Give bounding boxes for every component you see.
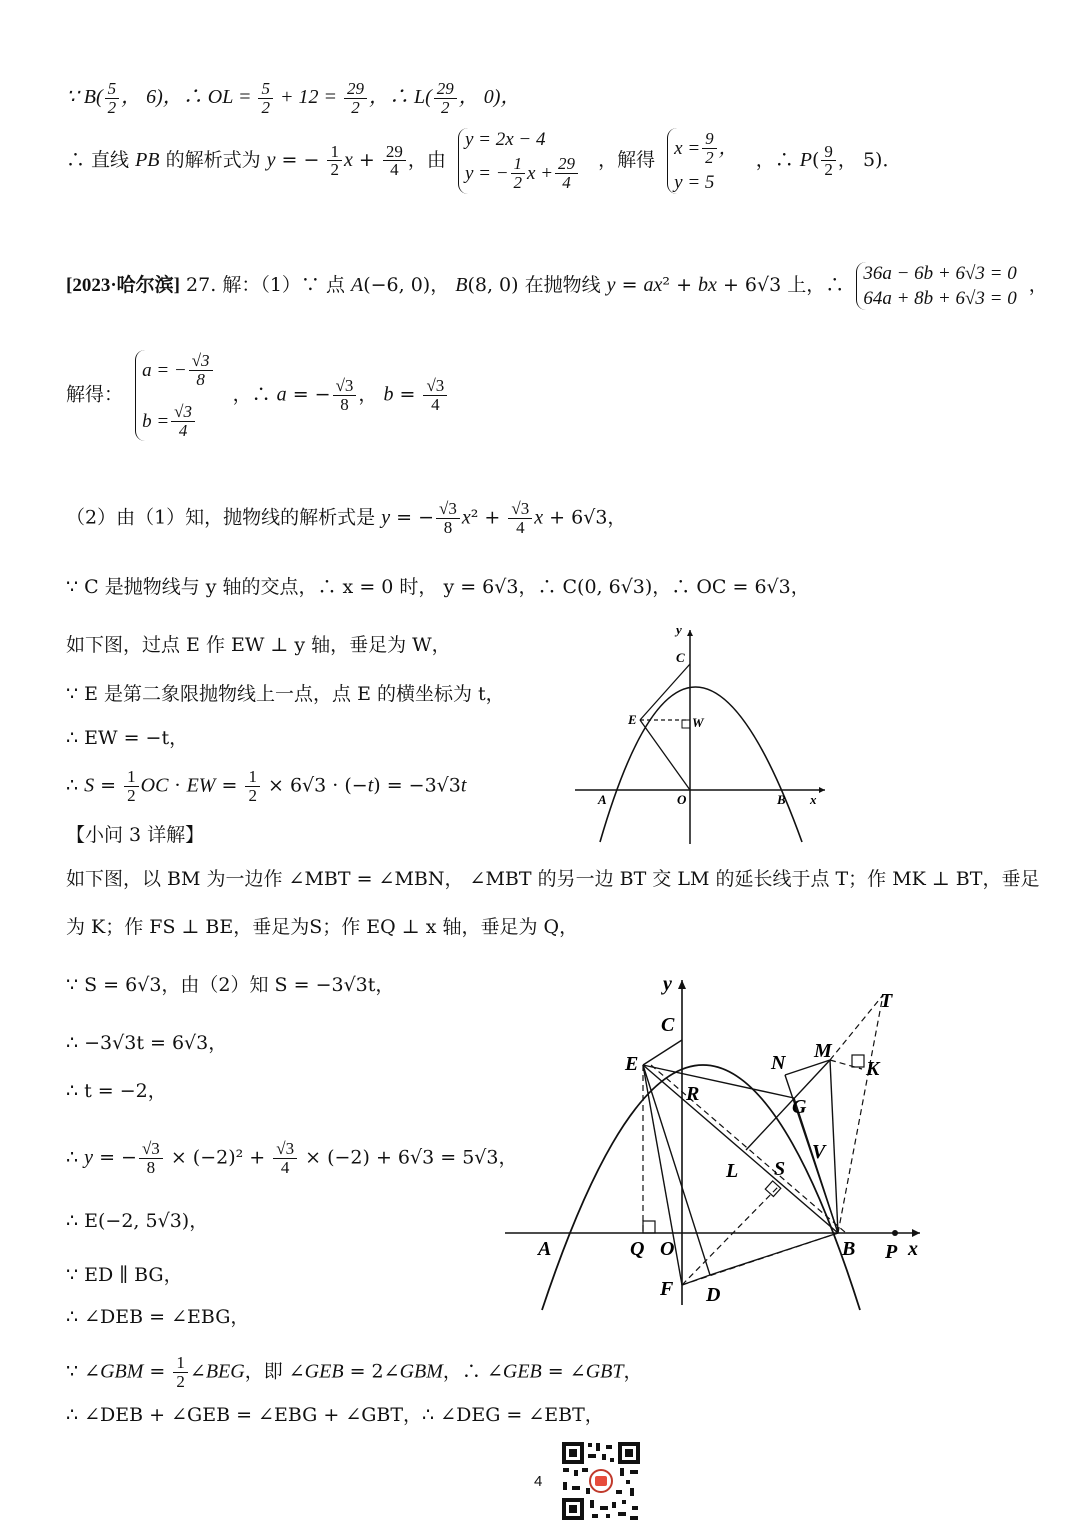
line-e-point: ∴ E(−2, 5√3)， [66,1210,209,1232]
problem-header: [2023·哈尔滨] 27. 解：（1）∵ 点 A(−6, 0)， B(8, 0) 在抛物线 y = ax² + bx + 6√3 上，∴ 36a − 6b + 6√3 = 0 64a + 8b + 6√3 = 0 ， [66,263,1048,309]
line-s-formula: ∴ S = $\frac{1}{2}$ OC · EW = $\frac{1}{2}$ × 6√3 · (−t) = −3√3t [66,767,467,805]
label-f: F [660,1278,674,1300]
line-angle-gbm: ∵ ∠GBM = $\frac{1}{2}$ ∠BEG，即 ∠GEB = 2∠GBM，∴ ∠GEB = ∠GBT， [66,1353,643,1391]
label-x: x [908,1238,918,1260]
label-y: y [676,622,682,637]
label-y: y [663,973,672,995]
label-w: W [692,715,704,730]
label-e: E [628,712,637,727]
label-b: B [842,1238,856,1260]
line-construction-1: 如下图，以 BM 为一边作 ∠MBT = ∠MBN， ∠MBT 的另一边 BT 交 LM 的延长线于点 T；作 MK ⊥ BT，垂足 [66,868,1040,890]
line-pb-analytic: ∴ 直线 PB 的解析式为 y = − $\frac{1}{2}$ x + $\frac{29}{4}$ ，由 y = 2x − 4 y = − $\frac{1}{2}$ x + $\frac{29}{4}$ ，解得 x = $\frac{9}{2}$ ， y = 5 ，∴ P( $\frac{9}{2}$ ， 5)． [66,129,902,193]
label-a: A [598,792,607,807]
label-r: R [686,1083,700,1105]
label-s: S [774,1158,786,1180]
label-c: C [676,650,685,665]
page-number: 4 [534,1473,543,1490]
label-v: V [812,1141,826,1163]
part-2-text: （2）由（1）知，抛物线的解析式是 y = − $\frac{√3}{8}$ x² + $\frac{√3}{4}$ x + 6√3， [66,499,627,537]
line-ew: 如下图，过点 E 作 EW ⊥ y 轴，垂足为 W， [66,634,451,656]
line-b-coordinate: ∵ B( $\frac{5}{2}$ ， 6)，∴ OL = $\frac{5}{2}$ + 12 = $\frac{29}{2}$ ，∴ L( $\frac{29}{2}$ ， 0)， [66,79,521,117]
line-angle-deg: ∴ ∠DEB + ∠GEB = ∠EBG + ∠GBT，∴ ∠DEG = ∠EBT， [66,1404,604,1426]
line-t-value: ∴ t = −2， [66,1080,167,1102]
line-construction-2: 为 K；作 FS ⊥ BE，垂足为S；作 EQ ⊥ x 轴，垂足为 Q， [66,916,579,938]
figure-parabola-large [500,965,930,1315]
line-s-value: ∵ S = 6√3，由（2）知 S = −3√3t， [66,974,395,996]
label-c: C [661,1014,675,1036]
label-q: Q [630,1238,645,1260]
equation-system-4: a = − $\frac{√3}{8}$ b = $\frac{√3}{4}$ [135,350,221,441]
line-angle-deb: ∴ ∠DEB = ∠EBG， [66,1306,250,1328]
label-e: E [625,1053,639,1075]
label-o: O [677,792,687,807]
label-l: L [726,1160,739,1182]
label-m: M [814,1040,832,1062]
label-o: O [660,1238,675,1260]
label-p: P [885,1241,898,1263]
equation-system-1: y = 2x − 4 y = − $\frac{1}{2}$ x + $\frac{29}{4}$ [458,128,586,194]
equation-system-3: 36a − 6b + 6√3 = 0 64a + 8b + 6√3 = 0 [856,262,1022,310]
label-x: x [810,792,817,807]
label-t: T [880,990,893,1012]
label-b: B [777,792,786,807]
label-n: N [771,1052,786,1074]
line-t-eq: ∴ −3√3t = 6√3， [66,1032,228,1054]
line-e-quadrant: ∵ E 是第二象限抛物线上一点，点 E 的横坐标为 t， [66,683,505,705]
line-ew-t: ∴ EW = −t， [66,727,189,749]
line-ed-parallel: ∵ ED ∥ BG， [66,1264,183,1286]
label-g: G [792,1096,807,1118]
qr-code-icon [560,1440,642,1522]
label-k: K [866,1058,880,1080]
figure-parabola-small [570,622,840,847]
label-a: A [538,1238,552,1260]
subquestion-3-heading: 【小问 3 详解】 [66,824,205,846]
solution-ab: 解得： a = − $\frac{√3}{8}$ b = $\frac{√3}{4}$ ，∴ a = − $\frac{√3}{8}$ ， b = $\frac{√3}{4}$ [66,350,449,441]
label-d: D [706,1284,721,1306]
line-y-calc: ∴ y = − $\frac{√3}{8}$ × (−2)² + $\frac{√3}{4}$ × (−2) + 6√3 = 5√3， [66,1139,518,1177]
line-c-point: ∵ C 是抛物线与 y 轴的交点，∴ x = 0 时， y = 6√3，∴ C(0, 6√3)，∴ OC = 6√3， [66,576,810,598]
equation-system-2: x = $\frac{9}{2}$ ， y = 5 [667,128,744,194]
